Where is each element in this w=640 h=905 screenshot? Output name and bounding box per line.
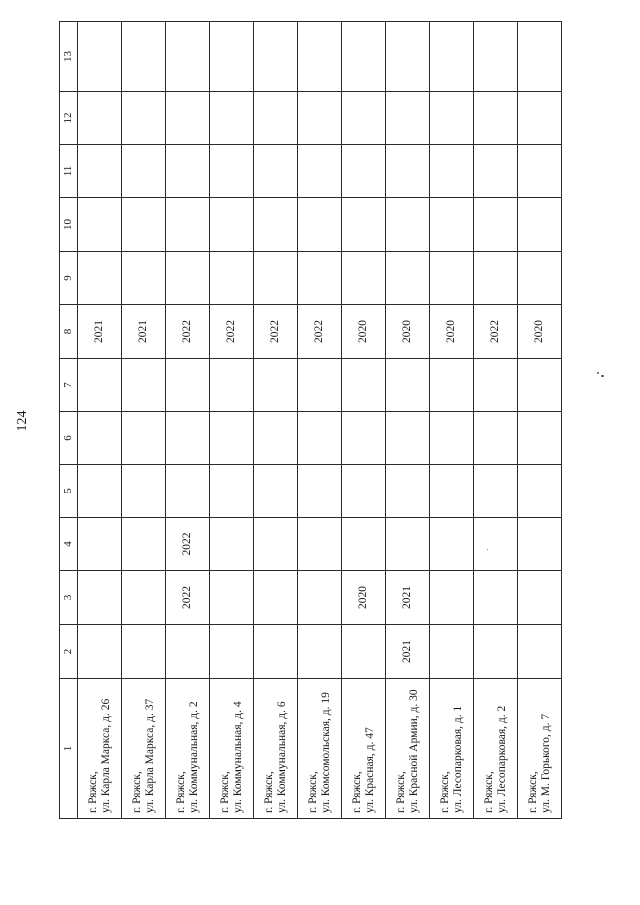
address-cell [518,679,562,819]
year-cell [166,412,210,465]
year-cell [474,625,518,679]
year-cell [298,22,342,92]
year-cell [166,465,210,518]
year-cell [166,92,210,145]
year-cell: 2022 [166,305,210,359]
table-row [166,22,210,819]
column-header: 4 [60,518,78,571]
year-cell [298,92,342,145]
year-cell: 2021 [386,625,430,679]
year-cell [342,22,386,92]
year-cell [430,518,474,571]
year-cell [210,465,254,518]
year-cell [254,22,298,92]
address-cell [122,679,166,819]
year-cell [122,145,166,198]
table-frame [59,22,562,819]
year-cell [386,145,430,198]
year-cell [78,518,122,571]
year-cell [166,625,210,679]
year-cell [430,412,474,465]
year-cell [122,625,166,679]
address-city: г. Ряжск, [350,771,363,813]
year-cell [342,625,386,679]
year-cell [298,518,342,571]
year-cell [386,252,430,305]
scan-speck [597,372,599,374]
address-city: г. Ряжск, [262,771,275,813]
year-cell [122,412,166,465]
table-row [430,22,474,819]
address-cell [254,679,298,819]
header-row [60,22,78,819]
year-cell [342,518,386,571]
address-cell [78,679,122,819]
address-street: ул. Красной Армии, д. 30 [407,689,420,813]
address-city: г. Ряжск, [394,771,407,813]
year-cell: 2021 [386,571,430,625]
year-cell [474,252,518,305]
year-cell [518,198,562,252]
year-cell [254,359,298,412]
year-cell: 2022 [254,305,298,359]
table-body [78,22,562,819]
year-cell [518,571,562,625]
year-cell [210,518,254,571]
year-cell [474,198,518,252]
year-cell [78,92,122,145]
table-row [298,22,342,819]
year-cell [78,571,122,625]
year-cell [386,198,430,252]
year-cell [122,92,166,145]
year-cell [254,571,298,625]
page-number: 124 [15,410,30,432]
year-cell [342,198,386,252]
year-cell [474,22,518,92]
year-cell [342,465,386,518]
year-cell [386,518,430,571]
year-cell [166,198,210,252]
year-cell [210,359,254,412]
table-row [78,22,122,819]
year-cell [474,92,518,145]
address-city: г. Ряжск, [174,771,187,813]
year-cell [254,465,298,518]
year-cell [78,359,122,412]
year-cell [518,625,562,679]
year-cell [430,252,474,305]
year-cell [430,359,474,412]
address-cell [386,679,430,819]
year-cell [122,198,166,252]
year-cell [342,145,386,198]
year-cell [78,252,122,305]
year-cell [474,145,518,198]
address-street: ул. М. Горького, д. 7 [539,713,552,813]
year-cell [254,92,298,145]
year-cell: 2022 [166,518,210,571]
address-street: ул. Карла Маркса, д. 37 [143,698,156,813]
address-city: г. Ряжск, [526,771,539,813]
year-cell: 2020 [342,571,386,625]
year-cell: 2020 [518,305,562,359]
year-cell [518,92,562,145]
year-cell [210,198,254,252]
table-row [342,22,386,819]
year-cell [122,518,166,571]
address-street: ул. Комсомольская, д. 19 [319,692,332,813]
year-cell [122,22,166,92]
year-cell [518,145,562,198]
column-header: 5 [60,465,78,518]
year-cell [518,359,562,412]
address-city: г. Ряжск, [86,771,99,813]
year-cell [254,518,298,571]
year-cell [166,145,210,198]
year-cell [166,22,210,92]
year-cell [210,571,254,625]
year-cell [254,145,298,198]
year-cell: 2022 [474,305,518,359]
year-cell [78,412,122,465]
year-cell: 2022 [298,305,342,359]
year-cell [430,145,474,198]
year-cell [518,412,562,465]
address-street: ул. Лесопарковая, д. 2 [495,705,508,813]
year-cell [78,625,122,679]
year-cell [298,625,342,679]
year-cell [430,198,474,252]
year-cell [254,412,298,465]
year-cell [254,198,298,252]
address-cell [342,679,386,819]
column-header: 13 [60,22,78,92]
table-row [518,22,562,819]
table-row [254,22,298,819]
address-city: г. Ряжск, [130,771,143,813]
schedule-table [59,21,562,819]
year-cell [78,465,122,518]
year-cell: 2020 [430,305,474,359]
year-cell [166,359,210,412]
scan-speck [487,549,488,550]
year-cell: 2022 [166,571,210,625]
address-cell [430,679,474,819]
column-header: 7 [60,359,78,412]
year-cell [122,359,166,412]
year-cell: 2021 [122,305,166,359]
year-cell [298,252,342,305]
year-cell [518,465,562,518]
address-cell [166,679,210,819]
year-cell [210,412,254,465]
year-cell [430,22,474,92]
address-street: ул. Красная, д. 47 [363,727,376,813]
year-cell [122,252,166,305]
year-cell: 2020 [386,305,430,359]
year-cell [298,359,342,412]
year-cell: 2022 [210,305,254,359]
year-cell [474,518,518,571]
column-header: 2 [60,625,78,679]
year-cell [342,412,386,465]
year-cell [210,22,254,92]
year-cell [78,198,122,252]
table-row [474,22,518,819]
year-cell [518,22,562,92]
column-header: 3 [60,571,78,625]
address-street: ул. Карла Маркса, д. 26 [99,698,112,813]
year-cell: 2021 [78,305,122,359]
year-cell [386,465,430,518]
year-cell [430,92,474,145]
year-cell [430,465,474,518]
year-cell [386,359,430,412]
year-cell [342,252,386,305]
column-header: 6 [60,412,78,465]
year-cell [298,198,342,252]
year-cell [386,92,430,145]
column-header: 12 [60,92,78,145]
year-cell [474,571,518,625]
year-cell [342,92,386,145]
column-header: 11 [60,145,78,198]
year-cell [122,465,166,518]
year-cell [342,359,386,412]
year-cell [474,359,518,412]
address-city: г. Ряжск, [306,771,319,813]
year-cell [254,252,298,305]
year-cell [474,465,518,518]
year-cell [518,518,562,571]
column-header: 9 [60,252,78,305]
year-cell [298,571,342,625]
year-cell [298,145,342,198]
year-cell [210,92,254,145]
address-street: ул. Коммунальная, д. 2 [187,701,200,813]
table-row [210,22,254,819]
rotated-table-container [59,22,562,819]
year-cell [298,465,342,518]
table-row [122,22,166,819]
address-city: г. Ряжск, [482,771,495,813]
year-cell [430,625,474,679]
table-row [386,22,430,819]
year-cell [386,22,430,92]
address-street: ул. Лесопарковая, д. 1 [451,705,464,813]
year-cell [78,145,122,198]
address-cell [210,679,254,819]
year-cell [210,145,254,198]
table-header [60,22,78,819]
year-cell [210,252,254,305]
address-street: ул. Коммунальная, д. 6 [275,701,288,813]
address-street: ул. Коммунальная, д. 4 [231,701,244,813]
address-city: г. Ряжск, [218,771,231,813]
address-cell [474,679,518,819]
year-cell [122,571,166,625]
year-cell: 2020 [342,305,386,359]
year-cell [166,252,210,305]
address-city: г. Ряжск, [438,771,451,813]
scan-speck [601,375,604,377]
year-cell [298,412,342,465]
address-cell [298,679,342,819]
year-cell [518,252,562,305]
column-header: 1 [60,679,78,819]
year-cell [210,625,254,679]
year-cell [430,571,474,625]
year-cell [386,412,430,465]
year-cell [78,22,122,92]
column-header: 8 [60,305,78,359]
column-header: 10 [60,198,78,252]
year-cell [254,625,298,679]
year-cell [474,412,518,465]
